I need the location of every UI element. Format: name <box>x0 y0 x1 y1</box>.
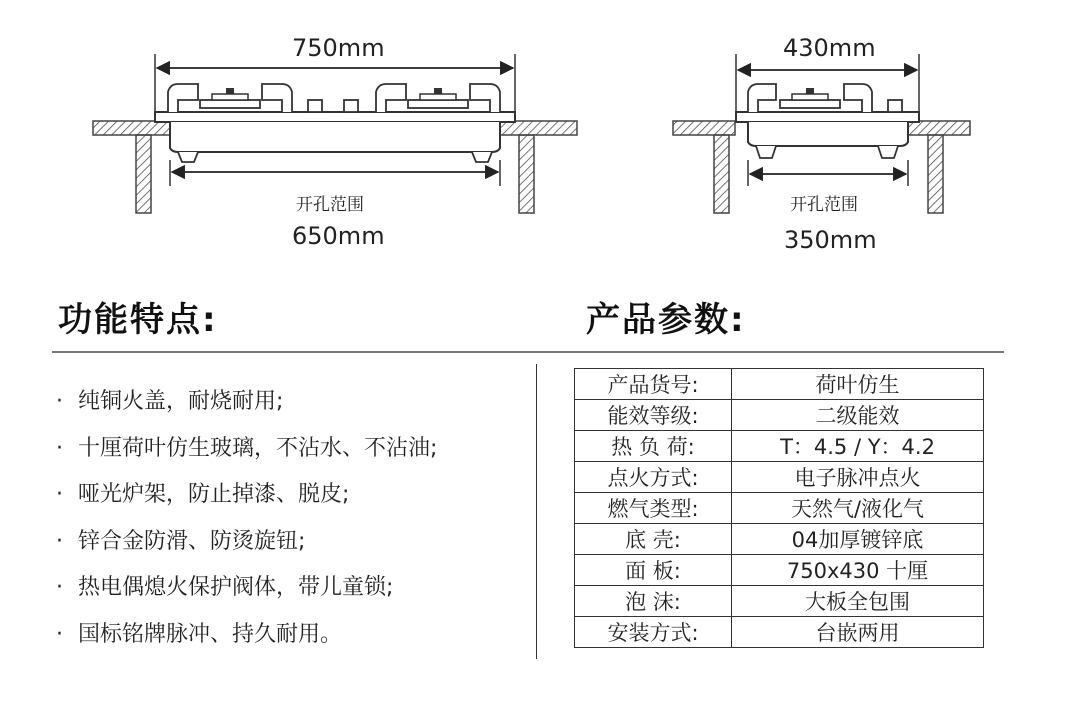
param-key: 安装方式: <box>575 617 732 648</box>
param-value: 二级能效 <box>732 400 984 431</box>
param-key: 能效等级: <box>575 400 732 431</box>
param-value: 台嵌两用 <box>732 617 984 648</box>
column-divider <box>536 364 537 659</box>
feature-item: · 锌合金防滑、防烫旋钮; <box>56 528 306 554</box>
left-top-width-label: 750mm <box>292 34 385 62</box>
installation-diagram <box>0 0 1080 300</box>
table-row <box>575 555 984 586</box>
param-value: 04加厚镀锌底 <box>732 524 984 555</box>
feature-item: · 纯铜火盖，耐烧耐用; <box>56 389 284 414</box>
table-row <box>575 524 984 555</box>
param-key: 泡 沫: <box>575 586 732 617</box>
right-cutout-width-label: 350mm <box>784 226 877 254</box>
param-value: 大板全包围 <box>732 586 984 617</box>
left-cutout-width-label: 650mm <box>292 222 385 250</box>
table-row <box>575 617 984 648</box>
feature-item: · 热电偶熄火保护阀体，带儿童锁; <box>56 575 394 600</box>
param-key: 面 板: <box>575 555 732 586</box>
features-title: 功能特点: <box>58 300 218 340</box>
param-key: 点火方式: <box>575 462 732 493</box>
params-table <box>574 368 984 648</box>
param-key: 热 负 荷: <box>575 431 732 462</box>
param-key: 底 壳: <box>575 524 732 555</box>
table-row <box>575 431 984 462</box>
left-cutout-label: 开孔范围 <box>296 195 364 215</box>
right-top-width-label: 430mm <box>783 34 876 62</box>
table-row <box>575 493 984 524</box>
feature-item: · 国标铭牌脉冲、持久耐用。 <box>56 621 343 647</box>
right-cutout-label: 开孔范围 <box>790 195 858 215</box>
feature-item: · 哑光炉架，防止掉漆、脱皮; <box>56 482 350 507</box>
param-value: 荷叶仿生 <box>732 369 984 400</box>
features-list <box>56 384 437 663</box>
param-key: 产品货号: <box>575 369 732 400</box>
table-row <box>575 369 984 400</box>
param-value: 750x430 十厘 <box>732 555 984 586</box>
feature-item: · 十厘荷叶仿生玻璃，不沾水、不沾油; <box>56 435 438 461</box>
param-value: 天然气/液化气 <box>732 493 984 524</box>
params-title: 产品参数: <box>586 300 746 340</box>
table-row <box>575 462 984 493</box>
param-value: 电子脉冲点火 <box>732 462 984 493</box>
table-row <box>575 400 984 431</box>
param-key: 燃气类型: <box>575 493 732 524</box>
section-divider <box>52 351 1004 353</box>
param-value: T：4.5 / Y：4.2 <box>732 431 984 462</box>
table-row <box>575 586 984 617</box>
